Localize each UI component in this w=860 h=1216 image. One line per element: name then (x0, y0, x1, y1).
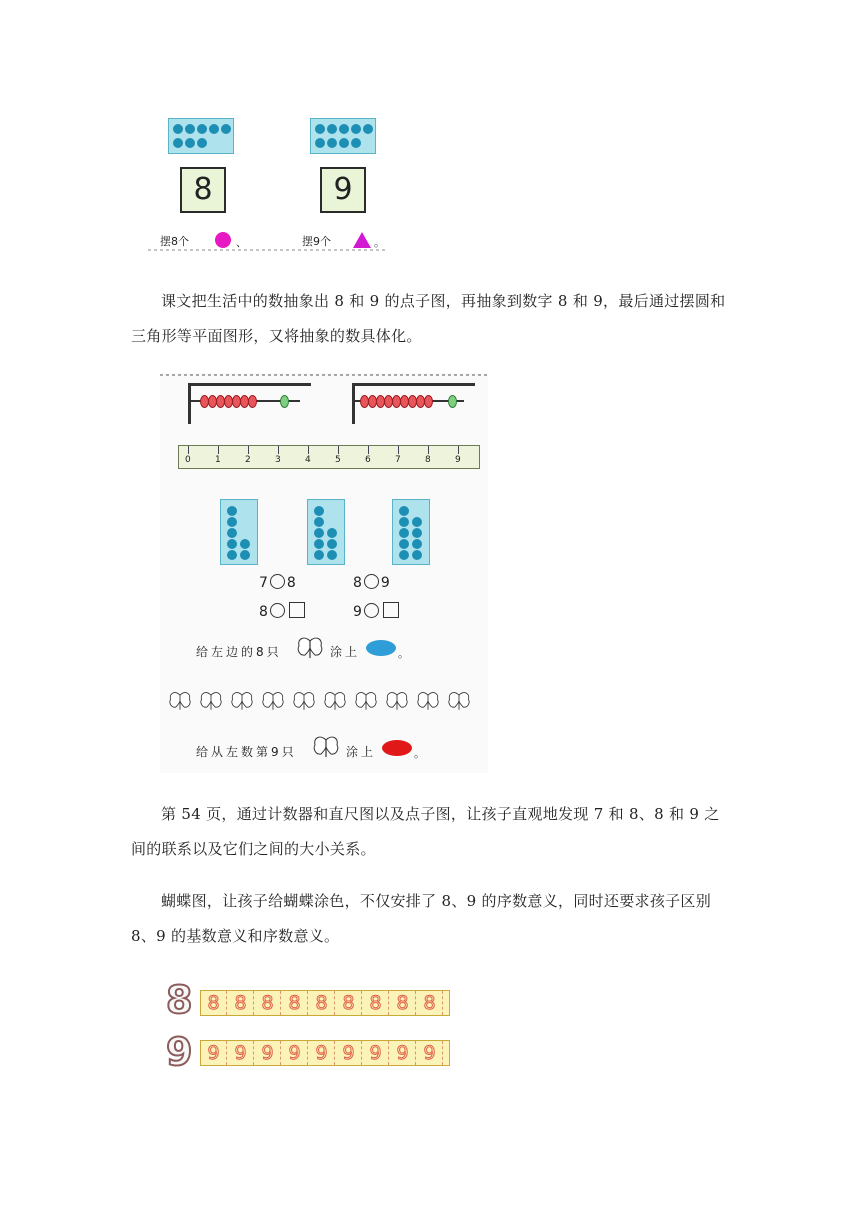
dot (327, 550, 337, 560)
butterfly-icon[interactable] (261, 690, 285, 714)
caption-place-8: 摆8个 (160, 235, 189, 248)
compare-left: 9 (353, 604, 362, 620)
dot (351, 124, 361, 134)
compare-left: 8 (259, 604, 268, 620)
dot (185, 124, 195, 134)
ruler-number: 3 (275, 455, 281, 465)
compare-7-8 (259, 574, 296, 591)
butterfly-icon[interactable] (323, 690, 347, 714)
ruler-number: 2 (245, 455, 251, 465)
tracing-row-9 (200, 1040, 450, 1066)
butterfly-icon[interactable] (385, 690, 409, 714)
paragraph-text: 课文把生活中的数抽象出 8 和 9 的点子图，再抽象到数字 8 和 9，最后通过摆圆和三角形等平面图形，又将抽象的数具体化。 (131, 292, 726, 345)
dot (240, 539, 250, 549)
dot (173, 138, 183, 148)
dot (197, 124, 207, 134)
dot (339, 138, 349, 148)
instruction-period: 。 (414, 747, 425, 760)
dot (315, 138, 325, 148)
green-bead (448, 395, 457, 408)
ruler-number: 4 (305, 455, 311, 465)
butterfly-icon (296, 636, 324, 662)
paragraph-text: 第 54 页，通过计数器和直尺图以及点子图，让孩子直观地发现 7 和 8、8 和 9 之间的联系以及它们之间的大小关系。 (131, 805, 720, 858)
digit-card-8: 8 (180, 167, 226, 213)
dot-card-7 (220, 499, 258, 565)
dot (327, 528, 337, 538)
dot-card-8 (168, 118, 234, 154)
dot (314, 550, 324, 560)
dashed-divider (148, 248, 388, 252)
tracing-cell[interactable]: 8 (363, 991, 389, 1015)
ruler-tick (338, 446, 339, 454)
paragraph-abstraction (131, 284, 731, 354)
figure-counters-ruler-butterflies (160, 373, 488, 773)
dot (227, 517, 237, 527)
tracing-cell[interactable]: 9 (282, 1041, 308, 1065)
dot (339, 124, 349, 134)
dot (412, 539, 422, 549)
dot (314, 539, 324, 549)
instruction-paint: 涂上 (330, 645, 361, 659)
butterfly-icon[interactable] (416, 690, 440, 714)
dot-card-8 (307, 499, 345, 565)
dot (412, 550, 422, 560)
ruler-number: 6 (365, 455, 371, 465)
digit-card-9: 9 (320, 167, 366, 213)
answer-circle[interactable] (270, 574, 285, 589)
tracing-cell[interactable]: 8 (390, 991, 416, 1015)
dot (399, 550, 409, 560)
ruler-number: 5 (335, 455, 341, 465)
tracing-model-9: 9 (166, 1030, 193, 1074)
tracing-cell[interactable]: 8 (282, 991, 308, 1015)
tracing-cell[interactable]: 9 (201, 1041, 227, 1065)
red-bead (424, 395, 433, 408)
tracing-model-8: 8 (166, 978, 193, 1022)
answer-circle[interactable] (270, 603, 285, 618)
tracing-cell[interactable]: 8 (201, 991, 227, 1015)
ruler-tick (368, 446, 369, 454)
compare-left: 7 (259, 575, 268, 591)
tracing-cell[interactable]: 8 (228, 991, 254, 1015)
answer-square[interactable] (383, 602, 399, 618)
compare-right: 8 (286, 575, 296, 591)
dot-card-9 (310, 118, 376, 154)
butterfly-icon[interactable] (168, 690, 192, 714)
ruler-number: 9 (455, 455, 461, 465)
dot (314, 528, 324, 538)
pink-circle-icon (214, 231, 232, 249)
instruction-color-left-eight: 给左边的8只 (196, 645, 282, 659)
tracing-cell[interactable]: 9 (336, 1041, 362, 1065)
butterfly-icon[interactable] (354, 690, 378, 714)
instruction-period: 。 (398, 647, 409, 660)
instruction-color-ninth: 给从左数第9只 (196, 745, 297, 759)
tracing-cell[interactable]: 9 (390, 1041, 416, 1065)
red-oval-icon (381, 739, 413, 757)
dot (197, 138, 207, 148)
red-bead (248, 395, 257, 408)
caption-separator: 、 (236, 236, 247, 249)
dot (227, 528, 237, 538)
compare-left: 8 (353, 575, 362, 591)
dot (240, 550, 250, 560)
dot (363, 124, 373, 134)
green-bead (280, 395, 289, 408)
tracing-cell[interactable]: 9 (255, 1041, 281, 1065)
magenta-triangle-icon (352, 231, 372, 249)
tracing-cell[interactable]: 9 (309, 1041, 335, 1065)
dot (314, 517, 324, 527)
blue-oval-icon (365, 639, 397, 657)
dot (173, 124, 183, 134)
caption-end: 。 (374, 236, 385, 249)
dot (314, 506, 324, 516)
answer-circle[interactable] (364, 603, 379, 618)
paragraph-page54 (131, 797, 731, 867)
paragraph-text: 蝴蝶图，让孩子给蝴蝶涂色，不仅安排了 8、9 的序数意义，同时还要求孩子区别 8、9 的基数意义和序数意义。 (131, 892, 712, 945)
butterfly-row (168, 690, 488, 718)
butterfly-icon[interactable] (447, 690, 471, 714)
ruler-number: 0 (185, 455, 191, 465)
compare-9-box (353, 602, 399, 620)
ruler-tick (218, 446, 219, 454)
ruler-number: 8 (425, 455, 431, 465)
dot (327, 124, 337, 134)
dot (412, 517, 422, 527)
tracing-cell[interactable]: 8 (336, 991, 362, 1015)
dot (399, 517, 409, 527)
compare-8-box (259, 602, 305, 620)
ruler-tick (458, 446, 459, 454)
tracing-cell[interactable]: 8 (417, 991, 443, 1015)
dot (327, 539, 337, 549)
butterfly-icon[interactable] (230, 690, 254, 714)
dot (399, 539, 409, 549)
dot (315, 124, 325, 134)
ruler (178, 445, 480, 469)
tracing-cell[interactable]: 9 (228, 1041, 254, 1065)
ruler-tick (278, 446, 279, 454)
butterfly-icon[interactable] (292, 690, 316, 714)
tracing-cell[interactable]: 9 (363, 1041, 389, 1065)
butterfly-icon (312, 735, 340, 761)
dot (185, 138, 195, 148)
dot (227, 539, 237, 549)
caption-place-9: 摆9个 (302, 235, 331, 248)
dot (351, 138, 361, 148)
ruler-tick (428, 446, 429, 454)
dot (399, 506, 409, 516)
dot (227, 550, 237, 560)
compare-right: 9 (380, 575, 390, 591)
ruler-number: 7 (395, 455, 401, 465)
dot (412, 528, 422, 538)
tracing-cell[interactable]: 8 (309, 991, 335, 1015)
tracing-cell[interactable]: 9 (417, 1041, 443, 1065)
tracing-row-8 (200, 990, 450, 1016)
ruler-number: 1 (215, 455, 221, 465)
instruction-paint: 涂上 (346, 745, 377, 759)
dot-card-9 (392, 499, 430, 565)
dashed-top-border (160, 373, 488, 377)
dot (209, 124, 219, 134)
dot (399, 528, 409, 538)
dot (327, 138, 337, 148)
ruler-tick (248, 446, 249, 454)
tracing-cell[interactable]: 8 (255, 991, 281, 1015)
dot (227, 506, 237, 516)
answer-circle[interactable] (364, 574, 379, 589)
ruler-tick (308, 446, 309, 454)
ruler-tick (398, 446, 399, 454)
answer-square[interactable] (289, 602, 305, 618)
dot (221, 124, 231, 134)
ruler-tick (188, 446, 189, 454)
paragraph-butterfly (131, 884, 731, 954)
compare-8-9 (353, 574, 390, 591)
butterfly-icon[interactable] (199, 690, 223, 714)
